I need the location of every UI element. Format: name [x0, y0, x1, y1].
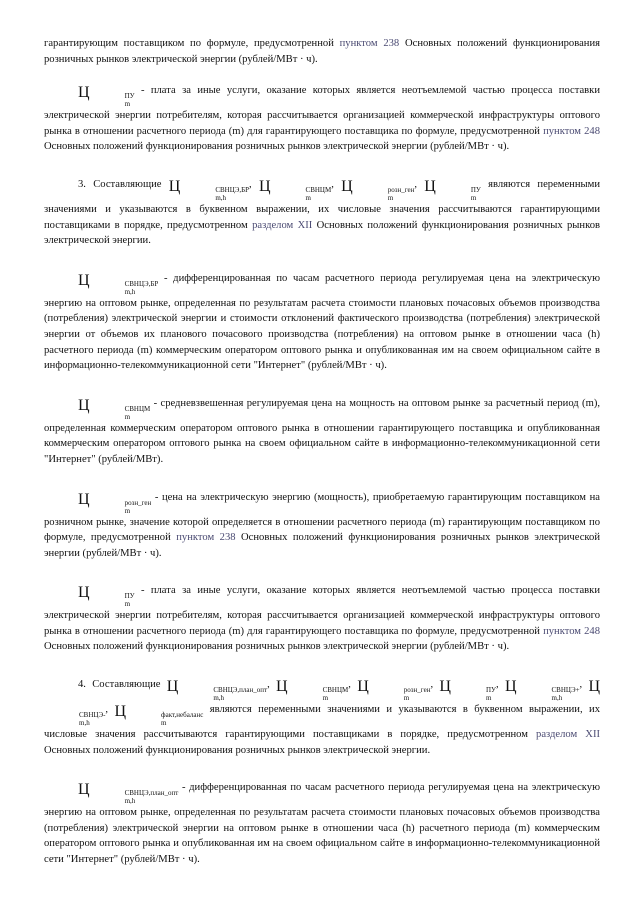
text: 4. Составляющие: [78, 679, 167, 691]
formula-symbol: Ц: [78, 84, 90, 102]
paragraph-6: [44, 490, 600, 562]
separator: ,: [105, 704, 115, 716]
formula-symbol: Ц: [78, 396, 90, 414]
text: - дифференцированная по часам расчетного периода регулируемая цена на электрическую энергию на оптовом рынке, определенная по результатам расчета стоимости плановых почасовых объемов производства (потребления) электрической энергии на оптовом рынке в отношении часа (h) расчетного периода (m) коммерческим оператором оптового рынка и опубликованная им на своем официальном сайте в информационно-телекоммуникационной сети "Интернет" (рублей/МВт · ч).: [44, 782, 600, 866]
formula-symbol: Ц: [258, 177, 271, 195]
formula-sub: m: [403, 694, 410, 703]
separator: ,: [579, 679, 589, 691]
separator: ,: [348, 679, 358, 691]
text: Основных положений функционирования розничных рынков электрической энергии.: [44, 744, 431, 756]
formula-sup: СВНЦМ: [124, 404, 151, 413]
formula-sup: ПУ: [124, 92, 135, 101]
formula-indices: [179, 686, 267, 702]
symbol-list: [168, 177, 481, 202]
paragraph-2: [44, 83, 600, 155]
formula-sub: m: [322, 694, 329, 703]
formula-indices: [127, 711, 203, 727]
formula-sup: ПУ: [470, 185, 481, 194]
text: являются переменными значениями и указываются в буквенном выражении, их числовые значения рассчитываются гарантирующими поставщиками в порядке, предусмотренном: [44, 704, 600, 741]
formula-sup: СВНЦЭ+: [551, 686, 580, 695]
text: являются переменными значениями и указываются в буквенном выражении, их числовые значения рассчитываются гарантирующими поставщиками в порядке, предусмотренном: [44, 178, 601, 231]
formula-indices: [91, 789, 179, 805]
link-punkt-248[interactable]: пунктом 248: [543, 125, 600, 137]
formula-indices: [91, 92, 135, 108]
formula-symbol: Ц: [424, 177, 436, 195]
formula-indices: [518, 686, 580, 702]
paragraph-8: [44, 677, 600, 758]
text: гарантирующим поставщиком по формуле, предусмотренной: [44, 38, 340, 49]
formula-indices: [452, 686, 496, 702]
text: Основных положений функционирования розничных рынков электрической энергии.: [44, 219, 601, 247]
formula-indices: [91, 280, 159, 296]
separator: ,: [414, 178, 425, 190]
formula-symbol: Ц: [78, 781, 90, 799]
link-razdel-xii[interactable]: разделом XII: [252, 219, 313, 231]
text: - средневзвешенная регулируемая цена на мощность на оптовом рынке за расчетный период (m), определенная коммерческим оператором оптового рынка в отношении гарантирующего поставщика и опубликованная коммерческим оператором оптового рынка на своем официальном сайте в информационно-телекоммуникационной сети "Интернет" (рублей/МВт).: [44, 397, 600, 465]
link-punkt-248[interactable]: пунктом 248: [543, 625, 600, 637]
text: 3. Составляющие: [78, 178, 169, 190]
formula-symbol: Ц: [341, 177, 353, 195]
text: Основных положений функционирования розничных рынков электрической энергии (рублей/МВт · ч).: [44, 141, 510, 153]
formula-sub: m,h: [124, 797, 136, 806]
paragraph-5: [44, 396, 600, 468]
formula-symbol: Ц: [276, 678, 288, 696]
formula-symbol: Ц: [504, 678, 517, 696]
formula-symbol: Ц: [114, 703, 127, 721]
separator: ,: [249, 178, 259, 190]
formula-symbol: Ц: [166, 678, 179, 696]
formula-sub: m: [161, 719, 167, 728]
formula-indices: [91, 405, 151, 421]
separator: ,: [495, 679, 505, 691]
formula-symbol: Ц: [588, 678, 601, 696]
formula-sup: СВНЦЭ,план_опт: [124, 789, 179, 798]
separator: ,: [331, 178, 342, 190]
text: - цена на электрическую энергию (мощность), приобретаемую гарантирующим поставщиком на розничном рынке, значение которой определяется в отношении расчетного периода (m) гарантирующим поставщиком по формуле, предусмотренной: [44, 491, 600, 544]
formula-sup: розн_ген: [403, 686, 431, 695]
text: - дифференцированная по часам расчетного периода регулируемая цена на электрическую энергию на оптовом рынке, определенная по результатам расчета стоимости плановых почасовых объемов производства (потребления) электрической энергии и стоимости отклонений фактического производства (потребления) электрической энергии от объемов их планового почасового производства (потребления) на оптовом рынке в отношении часа (h) расчетного периода (m) коммерческим оператором оптового рынка и опубликованная им на своем официальном сайте в информационно-телекоммуникационной сети "Интернет" (рублей/МВт · ч).: [44, 272, 600, 372]
link-punkt-238[interactable]: пунктом 238: [176, 532, 236, 544]
paragraph-4: [44, 271, 600, 374]
separator: ,: [267, 679, 277, 691]
formula-indices: [45, 711, 105, 727]
formula-symbol: Ц: [168, 177, 181, 195]
formula-sup: СВНЦЭ-: [79, 711, 106, 720]
link-razdel-xii[interactable]: разделом XII: [536, 729, 601, 741]
formula-indices: [289, 686, 349, 702]
formula-sub: m,h: [79, 719, 90, 728]
formula-symbol: Ц: [439, 678, 451, 696]
formula-indices: [91, 592, 135, 608]
formula-sub: m: [485, 694, 492, 703]
formula-sub: m: [305, 193, 311, 202]
formula-sub: m: [124, 506, 131, 515]
formula-indices: [370, 686, 431, 702]
paragraph-3: [44, 177, 600, 249]
paragraph-9: [44, 780, 600, 867]
formula-sup: розн_ген: [124, 498, 152, 507]
document-page: [44, 36, 600, 868]
text: - плата за иные услуги, оказание которых является неотъемлемой частью процесса поставки электрической энергии потребителям, которая рассчитывается организацией коммерческой инфраструктуры оптового рынка в отношении расчетного периода (m) для гарантирующего поставщика по формуле, предусмотренной: [44, 85, 600, 137]
formula-sup: СВНЦЭ,БР: [124, 279, 159, 288]
formula-indices: [181, 186, 249, 202]
formula-sup: ПУ: [485, 686, 496, 695]
text: Основных положений функционирования розничных рынков электрической энергии (рублей/МВт · ч).: [44, 532, 600, 559]
formula-indices: [354, 186, 415, 202]
formula-indices: [272, 186, 332, 202]
formula-indices: [91, 499, 152, 515]
formula-sup: СВНЦМ: [305, 185, 332, 194]
formula-indices: [437, 186, 481, 202]
formula-sup: СВНЦМ: [322, 686, 349, 695]
formula-sub: m,h: [213, 694, 225, 703]
paragraph-1: [44, 36, 600, 67]
formula-sup: факт,небаланс: [161, 711, 204, 720]
formula-sub: m: [124, 100, 131, 109]
formula-sub: m: [387, 193, 394, 202]
formula-sub: m: [124, 412, 131, 421]
formula-sub: m: [470, 193, 477, 202]
formula-sub: m,h: [215, 193, 227, 202]
formula-symbol: Ц: [357, 678, 369, 696]
formula-sup: розн_ген: [387, 185, 415, 194]
formula-sup: СВНЦЭ,БР: [215, 185, 250, 194]
formula-symbol: Ц: [78, 584, 90, 602]
formula-symbol: Ц: [78, 490, 90, 508]
formula-sup: ПУ: [124, 592, 135, 601]
link-punkt-238[interactable]: пунктом 238: [339, 38, 400, 49]
formula-sub: m,h: [551, 694, 563, 703]
text: - плата за иные услуги, оказание которых является неотъемлемой частью процесса поставки электрической энергии потребителям, которая рассчитывается организацией коммерческой инфраструктуры оптового рынка в отношении расчетного периода (m) для гарантирующего поставщика по формуле, предусмотренной: [44, 585, 600, 637]
text: Основных положений функционирования розничных рынков электрической энергии (рублей/МВт · ч).: [44, 38, 600, 65]
text: Основных положений функционирования розничных рынков электрической энергии (рублей/МВт · ч).: [44, 641, 510, 653]
formula-symbol: Ц: [78, 271, 90, 289]
formula-sub: m: [124, 600, 131, 609]
formula-sub: m,h: [124, 287, 136, 296]
separator: ,: [430, 679, 440, 691]
paragraph-7: [44, 583, 600, 655]
formula-sup: СВНЦЭ,план_опт: [213, 686, 268, 695]
